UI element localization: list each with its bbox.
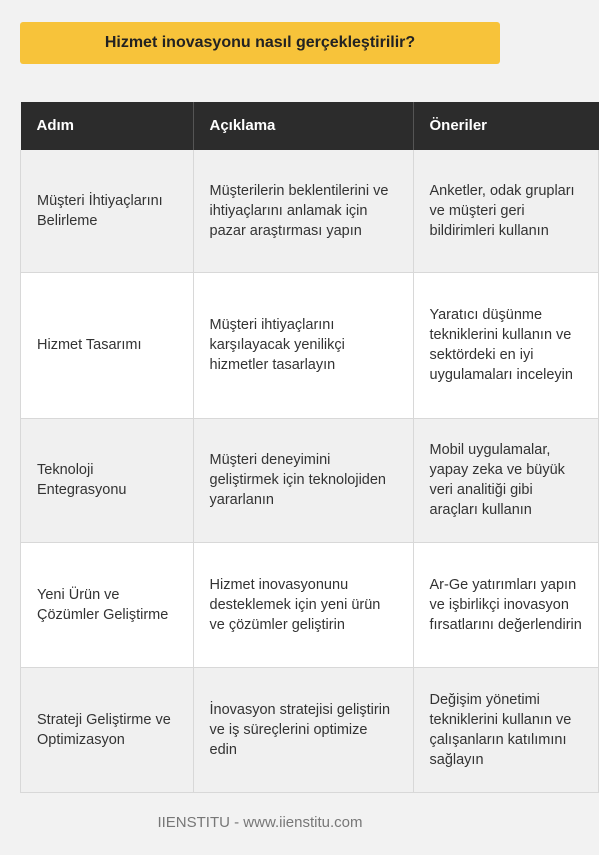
- header-description: Açıklama: [193, 102, 413, 150]
- cell-suggestion: Mobil uygulamalar, yapay zeka ve büyük veri analitiği gibi araçları kullanın: [413, 418, 599, 542]
- cell-step: Yeni Ürün ve Çözümler Geliştirme: [21, 542, 194, 667]
- table-header-row: [21, 102, 599, 150]
- header-suggestions: Öneriler: [413, 102, 599, 150]
- table-row: [21, 418, 599, 542]
- cell-step: Teknoloji Entegrasyonu: [21, 418, 194, 542]
- footer-credit: IIENSTITU - www.iienstitu.com: [157, 814, 363, 831]
- cell-step: Strateji Geliştirme ve Optimizasyon: [21, 667, 194, 792]
- table-row: [21, 667, 599, 792]
- cell-description: Müşteri ihtiyaçlarını karşılayacak yenilikçi hizmetler tasarlayın: [193, 272, 413, 418]
- title-banner: [20, 22, 500, 64]
- cell-suggestion: Anketler, odak grupları ve müşteri geri bildirimleri kullanın: [413, 150, 599, 272]
- cell-step: Hizmet Tasarımı: [21, 272, 194, 418]
- table-row: [21, 150, 599, 272]
- cell-description: Müşteri deneyimini geliştirmek için teknolojiden yararlanın: [193, 418, 413, 542]
- header-step: Adım: [21, 102, 194, 150]
- cell-description: Hizmet inovasyonunu desteklemek için yeni ürün ve çözümler geliştirin: [193, 542, 413, 667]
- cell-suggestion: Yaratıcı düşünme tekniklerini kullanın ve sektördeki en iyi uygulamaları inceleyin: [413, 272, 599, 418]
- steps-table: [20, 102, 599, 793]
- cell-step: Müşteri İhtiyaçlarını Belirleme: [21, 150, 194, 272]
- cell-description: İnovasyon stratejisi geliştirin ve iş süreçlerini optimize edin: [193, 667, 413, 792]
- cell-suggestion: Değişim yönetimi tekniklerini kullanın ve çalışanların katılımını sağlayın: [413, 667, 599, 792]
- cell-suggestion: Ar-Ge yatırımları yapın ve işbirlikçi inovasyon fırsatlarını değerlendirin: [413, 542, 599, 667]
- cell-description: Müşterilerin beklentilerini ve ihtiyaçlarını anlamak için pazar araştırması yapın: [193, 150, 413, 272]
- page-title: Hizmet inovasyonu nasıl gerçekleştirilir?: [104, 34, 416, 51]
- table-row: [21, 272, 599, 418]
- table-row: [21, 542, 599, 667]
